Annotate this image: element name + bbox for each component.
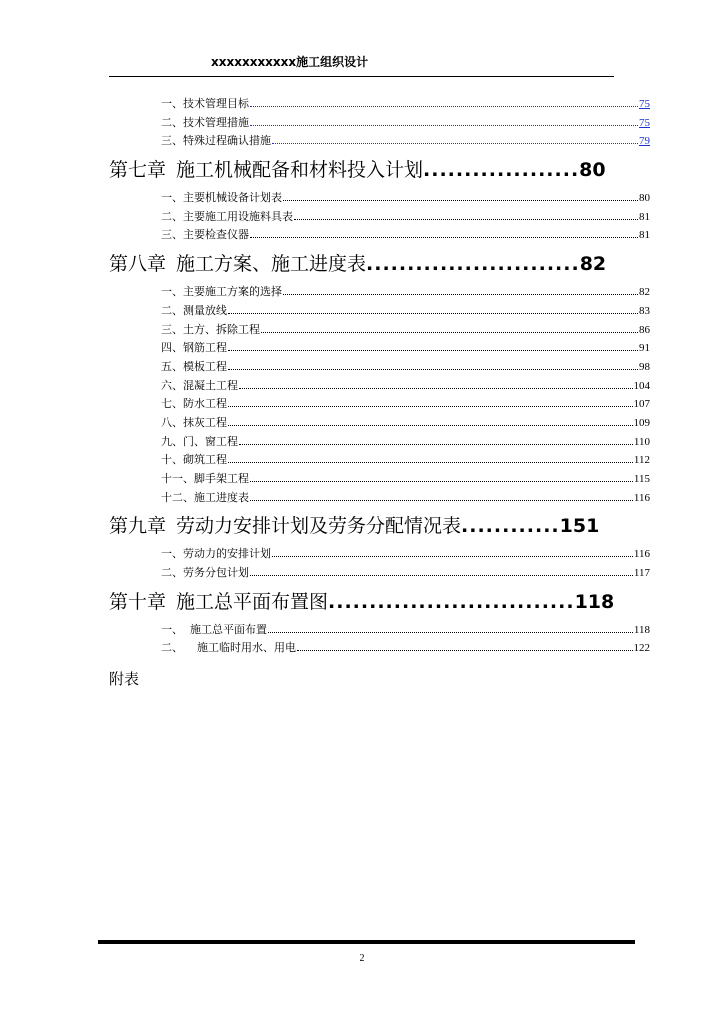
toc-entry[interactable]	[109, 226, 650, 245]
page-number: 2	[359, 953, 365, 964]
toc-leader-dots	[228, 349, 638, 351]
toc-entry[interactable]	[109, 395, 650, 414]
toc-entry-page: 117	[633, 567, 650, 580]
toc-entry[interactable]	[109, 564, 650, 583]
toc-entry-label: 六、混凝土工程	[161, 378, 238, 392]
toc-leader-dots	[297, 649, 633, 651]
toc-entry-label: 二、测量放线	[161, 303, 227, 317]
toc-entry-label: 一、技术管理目标	[161, 97, 249, 110]
toc-entry[interactable]	[109, 302, 650, 321]
toc-entry-label: 二、 施工临时用水、用电	[161, 641, 296, 655]
toc-leader-dots	[250, 480, 633, 482]
toc-entry[interactable]	[109, 321, 650, 340]
toc-entry-label: 二、劳务分包计划	[161, 566, 249, 580]
toc-entry[interactable]	[109, 208, 650, 227]
toc-leader-dots	[272, 142, 638, 144]
toc-entry-page: 75	[639, 98, 650, 110]
toc-entry-label: 十、砌筑工程	[161, 453, 227, 467]
toc-entry-page: 86	[639, 323, 650, 336]
chapter-number: 第七章	[109, 159, 167, 182]
toc-entry-label: 七、防水工程	[161, 397, 227, 411]
toc-entry-page: 80	[639, 192, 650, 205]
toc-entry-technical-measures[interactable]	[109, 114, 650, 133]
toc-leader-dots	[250, 236, 638, 238]
table-of-contents	[109, 95, 650, 689]
toc-entry-label: 三、特殊过程确认措施	[161, 134, 271, 148]
toc-leader-dots	[283, 199, 638, 201]
chapter-number: 第九章	[109, 515, 167, 538]
chapter-title: 施工机械配备和材料投入计划	[176, 159, 424, 182]
toc-entry-page: 116	[633, 491, 650, 504]
toc-entry-page: 109	[633, 416, 650, 429]
toc-leader-dots	[268, 631, 633, 633]
toc-entry-page: 79	[639, 135, 650, 148]
toc-leader-dots	[294, 218, 638, 220]
toc-leader-dots	[250, 124, 638, 126]
toc-entry-page: 81	[639, 229, 650, 242]
toc-entry-label: 八、抹灰工程	[161, 415, 227, 429]
toc-entry-page: 115	[633, 473, 650, 485]
toc-entry-page: 82	[639, 286, 650, 299]
toc-entry-page: 75	[639, 116, 650, 129]
toc-entry-label: 二、技术管理措施	[161, 115, 249, 129]
toc-entry-page: 107	[633, 398, 650, 411]
toc-entry-label: 十二、施工进度表	[161, 490, 249, 504]
chapter-leader-dots: ...................	[423, 159, 580, 182]
toc-leader-dots	[239, 443, 633, 445]
toc-entry[interactable]	[109, 414, 650, 433]
toc-entry-page: 98	[639, 360, 650, 373]
toc-entry-special-process[interactable]	[109, 132, 650, 151]
toc-entry[interactable]	[109, 470, 650, 489]
toc-leader-dots	[228, 312, 638, 314]
toc-appendix[interactable]: 附表	[109, 670, 140, 689]
toc-entry[interactable]	[109, 283, 650, 302]
toc-entry-label: 一、主要机械设备计划表	[161, 191, 282, 205]
toc-entry-page: 110	[633, 435, 650, 448]
toc-entry[interactable]	[109, 489, 650, 508]
toc-entry-label: 一、主要施工方案的选择	[161, 285, 282, 299]
toc-entry[interactable]	[109, 377, 650, 396]
toc-entry[interactable]	[109, 339, 650, 358]
toc-leader-dots	[250, 105, 638, 107]
toc-chapter-8[interactable]	[109, 247, 650, 281]
toc-leader-dots	[261, 331, 638, 333]
toc-entry-label: 二、主要施工用设施料具表	[161, 209, 293, 223]
toc-entry[interactable]	[109, 451, 650, 470]
toc-entry-label: 三、土方、拆除工程	[161, 322, 260, 336]
toc-chapter-7[interactable]	[109, 153, 650, 187]
chapter-page: 82	[579, 253, 607, 276]
toc-leader-dots	[250, 499, 633, 501]
toc-entry-label: 四、钢筋工程	[161, 341, 227, 355]
chapter-title: 施工方案、施工进度表	[176, 253, 367, 276]
toc-entry-page: 91	[639, 342, 650, 355]
toc-leader-dots	[228, 368, 638, 370]
chapter-leader-dots: ............	[461, 515, 560, 538]
chapter-page: 151	[559, 515, 600, 538]
toc-entry-label: 一、 施工总平面布置	[161, 622, 267, 636]
toc-entry-page: 104	[633, 379, 650, 392]
toc-entry[interactable]	[109, 639, 650, 658]
toc-chapter-9[interactable]	[109, 509, 650, 543]
toc-entry-page: 118	[633, 623, 650, 636]
toc-entry[interactable]	[109, 545, 650, 564]
chapter-leader-dots: ..........................	[366, 253, 580, 276]
toc-entry-page: 83	[639, 304, 650, 317]
toc-entry-page: 116	[633, 548, 650, 561]
document-header-title: xxxxxxxxxxx施工组织设计	[211, 55, 369, 69]
toc-entry[interactable]	[109, 358, 650, 377]
toc-leader-dots	[272, 555, 633, 557]
chapter-title: 施工总平面布置图	[176, 590, 329, 613]
toc-leader-dots	[250, 574, 633, 576]
toc-entry[interactable]	[109, 621, 650, 640]
toc-entry[interactable]	[109, 189, 650, 208]
footer-rule	[98, 940, 635, 944]
chapter-number: 第十章	[109, 590, 167, 613]
header-rule	[109, 76, 614, 77]
toc-entry-page: 81	[639, 210, 650, 223]
toc-entry-label: 五、模板工程	[161, 359, 227, 373]
toc-leader-dots	[228, 405, 633, 407]
toc-chapter-10[interactable]	[109, 585, 650, 619]
toc-entry[interactable]	[109, 433, 650, 452]
toc-entry-page: 122	[633, 642, 650, 655]
toc-leader-dots	[228, 424, 633, 426]
toc-leader-dots	[228, 461, 633, 463]
chapter-title: 劳动力安排计划及劳务分配情况表	[176, 515, 462, 538]
chapter-leader-dots: ..............................	[328, 590, 575, 613]
toc-leader-dots	[283, 293, 638, 295]
toc-entry-technical-goals[interactable]	[109, 95, 650, 114]
chapter-number: 第八章	[109, 253, 167, 276]
toc-entry-page: 112	[633, 454, 650, 467]
toc-entry-label: 三、主要检查仪器	[161, 228, 249, 242]
toc-entry-label: 十一、脚手架工程	[161, 472, 249, 485]
toc-entry-label: 九、门、窗工程	[161, 434, 238, 448]
toc-entry-label: 一、劳动力的安排计划	[161, 547, 271, 561]
chapter-page: 80	[579, 159, 606, 182]
chapter-page: 118	[574, 590, 615, 613]
toc-leader-dots	[239, 387, 633, 389]
